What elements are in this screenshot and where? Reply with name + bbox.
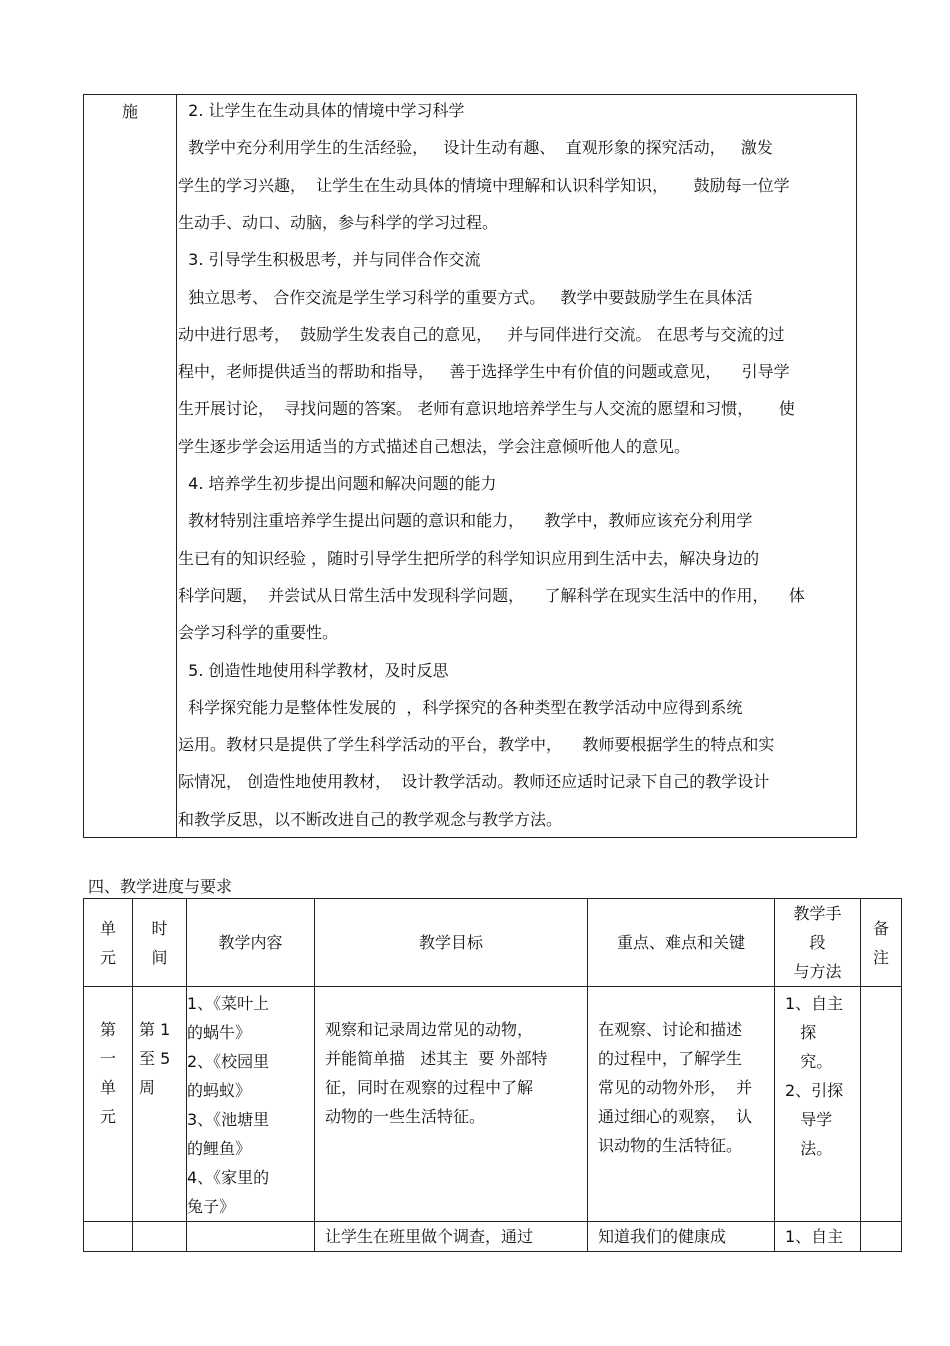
paragraph-line: 程中，老师提供适当的帮助和指导， 善于选择学生中有价值的问题或意见， 引导学 [178, 362, 790, 382]
paragraph-line: 5. 创造性地使用科学教材，及时反思 [178, 660, 449, 680]
paragraph-line: 教学中充分利用学生的生活经验， 设计生动有趣、 直观形象的探究活动， 激发 [178, 138, 773, 158]
paragraph-line: 运用。教材只是提供了学生科学活动的平台，教学中， 教师要根据学生的特点和实 [178, 735, 775, 755]
paragraph-line: 生动手、动口、动脑，参与科学的学习过程。 [178, 212, 499, 232]
cell-note [861, 987, 902, 1222]
cell-time [133, 1222, 187, 1252]
paragraph-line: 科学探究能力是整体性发展的 ，科学探究的各种类型在教学活动中应得到系统 [178, 697, 743, 717]
header-method: 教学手 段 与方法 [775, 899, 861, 987]
paragraph-line: 际情况， 创造性地使用教材， 设计教学活动。教师还应适时记录下自己的教学设计 [178, 772, 770, 792]
cell-content: 1、《菜叶上 的蜗牛》 2、《校园里 的蚂蚁》 3、《池塘里 的鲤鱼》 4、《家里的 兔子》 [187, 987, 315, 1222]
header-goal: 教学目标 [315, 899, 588, 987]
cell-goal: 观察和记录周边常见的动物， 并能简单描 述其主 要 外部特 征，同时在观察的过程中了解 动物的一些生活特征。 [315, 987, 588, 1222]
paragraph-line: 动中进行思考， 鼓励学生发表自己的意见， 并与同伴进行交流。 在思考与交流的过 [178, 324, 785, 344]
section-title: 四、教学进度与要求 [88, 877, 233, 896]
cell-key: 知道我们的健康成 [588, 1222, 775, 1252]
header-key: 重点、难点和关键 [588, 899, 775, 987]
paragraph-line: 科学问题， 并尝试从日常生活中发现科学问题， 了解科学在现实生活中的作用， 体 [178, 585, 805, 605]
paragraph-line: 4. 培养学生初步提出问题和解决问题的能力 [178, 474, 497, 493]
cell-time: 第 1 至 5 周 [133, 987, 187, 1222]
cell-key: 在观察、讨论和描述 的过程中，了解学生 常见的动物外形， 并 通过细心的观察， 认 识动物的生活特征。 [588, 987, 775, 1222]
cell-goal: 让学生在班里做个调查，通过 [315, 1222, 588, 1252]
header-content: 教学内容 [187, 899, 315, 987]
header-time: 时 间 [133, 899, 187, 987]
paragraph-line: 会学习科学的重要性。 [178, 623, 339, 643]
paragraph-line: 3. 引导学生积极思考，并与同伴合作交流 [178, 250, 481, 270]
paragraph-line: 生开展讨论， 寻找问题的答案。 老师有意识地培养学生与人交流的愿望和习惯， 使 [178, 399, 795, 419]
cell-note [861, 1222, 902, 1252]
paragraph-line: 和教学反思，以不断改进自己的教学观念与教学方法。 [178, 809, 563, 829]
paragraph-line: 2. 让学生在生动具体的情境中学习科学 [178, 101, 465, 120]
paragraph-line: 学生逐步学会运用适当的方式描述自己想法，学会注意倾听他人的意见。 [178, 436, 691, 456]
header-note: 备 注 [861, 899, 902, 987]
cell-method: 1、自主 [775, 1222, 861, 1252]
cell-unit: 第 一 单 元 [84, 987, 133, 1222]
cell-method: 1、自主 探 究。 2、引探 导学 法。 [775, 987, 861, 1222]
table-row [84, 1222, 902, 1252]
schedule-table [83, 898, 902, 1252]
paragraph-line: 学生的学习兴趣， 让学生在生动具体的情境中理解和认识科学知识， 鼓励每一位学 [178, 175, 790, 195]
paragraph-line: 生已有的知识经验 ，随时引导学生把所学的科学知识应用到生活中去，解决身边的 [178, 548, 760, 568]
table-header-row [84, 899, 902, 987]
cell-content [187, 1222, 315, 1252]
paragraph-line: 教材特别注重培养学生提出问题的意识和能力， 教学中，教师应该充分利用学 [178, 511, 753, 531]
header-unit: 单 元 [84, 899, 133, 987]
row-label: 施 [122, 102, 139, 121]
cell-unit [84, 1222, 133, 1252]
implementation-box [83, 94, 857, 838]
table-row [84, 987, 902, 1222]
paragraph-line: 独立思考、 合作交流是学生学习科学的重要方式。 教学中要鼓励学生在具体活 [178, 287, 753, 307]
column-divider [176, 95, 177, 837]
